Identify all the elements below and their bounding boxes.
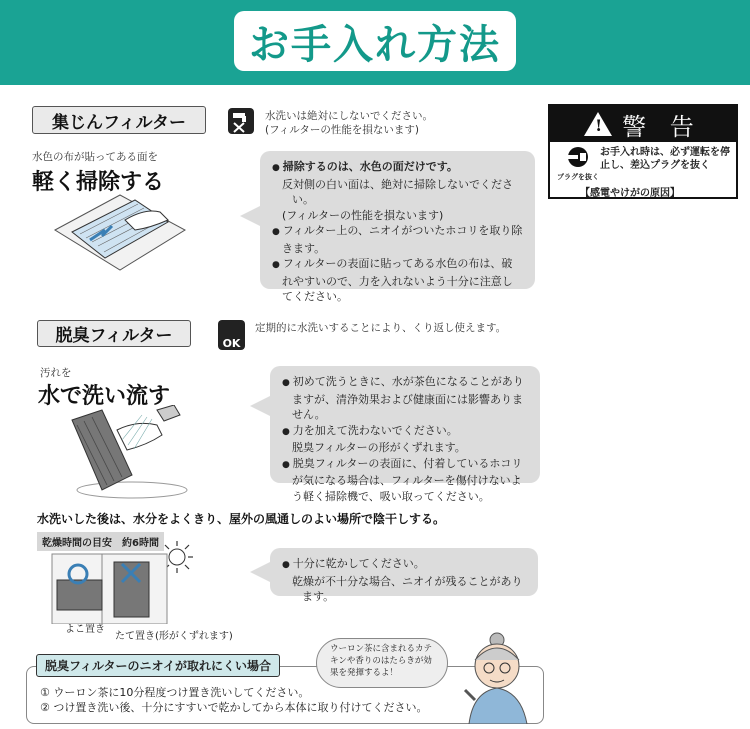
dust-icon-note xyxy=(265,109,525,137)
no-water-icon xyxy=(228,108,254,134)
dust-filter-illustration xyxy=(50,190,190,275)
drying-illustration xyxy=(42,552,172,624)
dust-caption-big: 軽く掃除する xyxy=(32,170,165,195)
drying-time-label: 乾燥時間の目安 約6時間 xyxy=(37,532,164,551)
water-ok-label: OK xyxy=(222,337,241,350)
tip-steps xyxy=(40,685,427,715)
plug-icon xyxy=(565,146,591,168)
drying-bubble-tail xyxy=(250,562,270,582)
warning-box xyxy=(548,104,738,199)
tip-cloud-text: ウーロン茶に含まれるカテキンや香りのはたらきが効果を発揮するよ！ xyxy=(330,644,433,678)
warning-footer: 【感電やけがの原因】 xyxy=(580,188,680,199)
deodor-bullet-2-text: 力を加えて洗わないでください。 xyxy=(292,423,458,437)
unplug-icon-label: プラグを抜く xyxy=(557,173,599,181)
dust-bullet-3-text: フィルターの表面に貼ってある水色の布は、破れやすいので、力を入れないよう十分に注意してください。 xyxy=(282,257,513,303)
faucet-cross-icon xyxy=(228,108,254,134)
drying-bullet xyxy=(282,556,526,605)
dust-bubble-tail xyxy=(240,206,260,226)
dust-bullet-2-text: フィルター上の、ニオイがついたホコリを取り除きます。 xyxy=(282,224,523,255)
deodor-caption-small: 汚れを xyxy=(40,367,72,379)
dust-icon-note-line1: 水洗いは絶対にしないでください。 xyxy=(265,110,433,122)
dust-bullets xyxy=(272,159,523,305)
warning-body xyxy=(550,142,736,182)
dust-icon-note-line2: (フィルターの性能を損ないます) xyxy=(265,124,419,136)
water-ok-icon xyxy=(218,320,245,350)
drying-instruction: 水洗いした後は、水分をよくきり、屋外の風通しのよい場所で陰干しする。 xyxy=(37,512,446,526)
dust-caption-small: 水色の布が貼ってある面を xyxy=(32,151,158,163)
deodor-bullet-2-sub: 脱臭フィルターの形がくずれます。 xyxy=(292,441,466,454)
dust-bubble xyxy=(260,151,535,303)
wash-illustration xyxy=(62,405,192,500)
dust-bullet-1-sub-1: 反対側の白い面は、絶対に掃除しないでください。 xyxy=(282,177,513,206)
dust-bullet-1-sub-2: (フィルターの性能を損ないます) xyxy=(282,208,444,222)
tip-title: 脱臭フィルターのニオイが取れにくい場合 xyxy=(36,654,280,677)
dust-bullet-1-text: 掃除するのは、水色の面だけです。 xyxy=(282,160,458,173)
drying-bubble xyxy=(270,548,538,603)
warning-title: 警 告 xyxy=(622,112,702,141)
deodor-filter-tag: 脱臭フィルター xyxy=(37,320,191,347)
dust-bullet-2 xyxy=(272,223,523,256)
deodor-caption-big: 水で洗い流す xyxy=(38,384,171,409)
drying-bullet-sub: 乾燥が不十分な場合、ニオイが残ることがあります。 xyxy=(292,574,523,603)
page-title: お手入れ方法 xyxy=(234,11,516,71)
tip-step-1: ① ウーロン茶に10分程度つけ置き洗いしてください。 xyxy=(40,686,310,699)
dust-filter-tag: 集じんフィルター xyxy=(32,106,206,134)
deodor-icon-note: 定期的に水洗いすることにより、くり返し使えます。 xyxy=(255,322,507,334)
warning-triangle-icon: ! xyxy=(584,112,612,136)
ok-drying-label: よこ置き xyxy=(65,624,105,635)
deodor-bubble-tail xyxy=(250,396,270,416)
warning-text: お手入れ時は、必ず運転を停止し、差込プラグを抜く xyxy=(600,147,730,171)
unplug-icon xyxy=(556,146,600,182)
deodor-bullet-1-text: 初めて洗うときに、水が茶色になることがありますが、清浄効果および健康面には影響ありません。 xyxy=(292,375,524,421)
deodor-bubble xyxy=(270,366,540,503)
deodor-bullet-3 xyxy=(282,456,528,505)
grandmother-illustration xyxy=(455,628,537,724)
drying-bullet-text: 十分に乾かしてください。 xyxy=(292,557,425,570)
deodor-bullet-1 xyxy=(282,374,528,423)
deodor-bullet-3-text: 脱臭フィルターの表面に、付着しているホコリが気になる場合は、フィルターを傷付けないよう軽く掃除機で、吸い取ってください。 xyxy=(292,456,523,503)
dust-bullet-3 xyxy=(272,256,523,305)
ng-drying-label: たて置き(形がくずれます) xyxy=(115,631,233,642)
header-banner xyxy=(0,0,750,85)
deodor-bullets xyxy=(282,374,528,504)
tip-step-2: ② つけ置き洗い後、十分にすすいで乾かしてから本体に取り付けてください。 xyxy=(40,701,428,714)
deodor-bullet-2 xyxy=(282,423,528,456)
dust-bullet-1 xyxy=(272,159,523,223)
drying-bullets xyxy=(282,556,526,605)
warning-header xyxy=(550,106,736,142)
